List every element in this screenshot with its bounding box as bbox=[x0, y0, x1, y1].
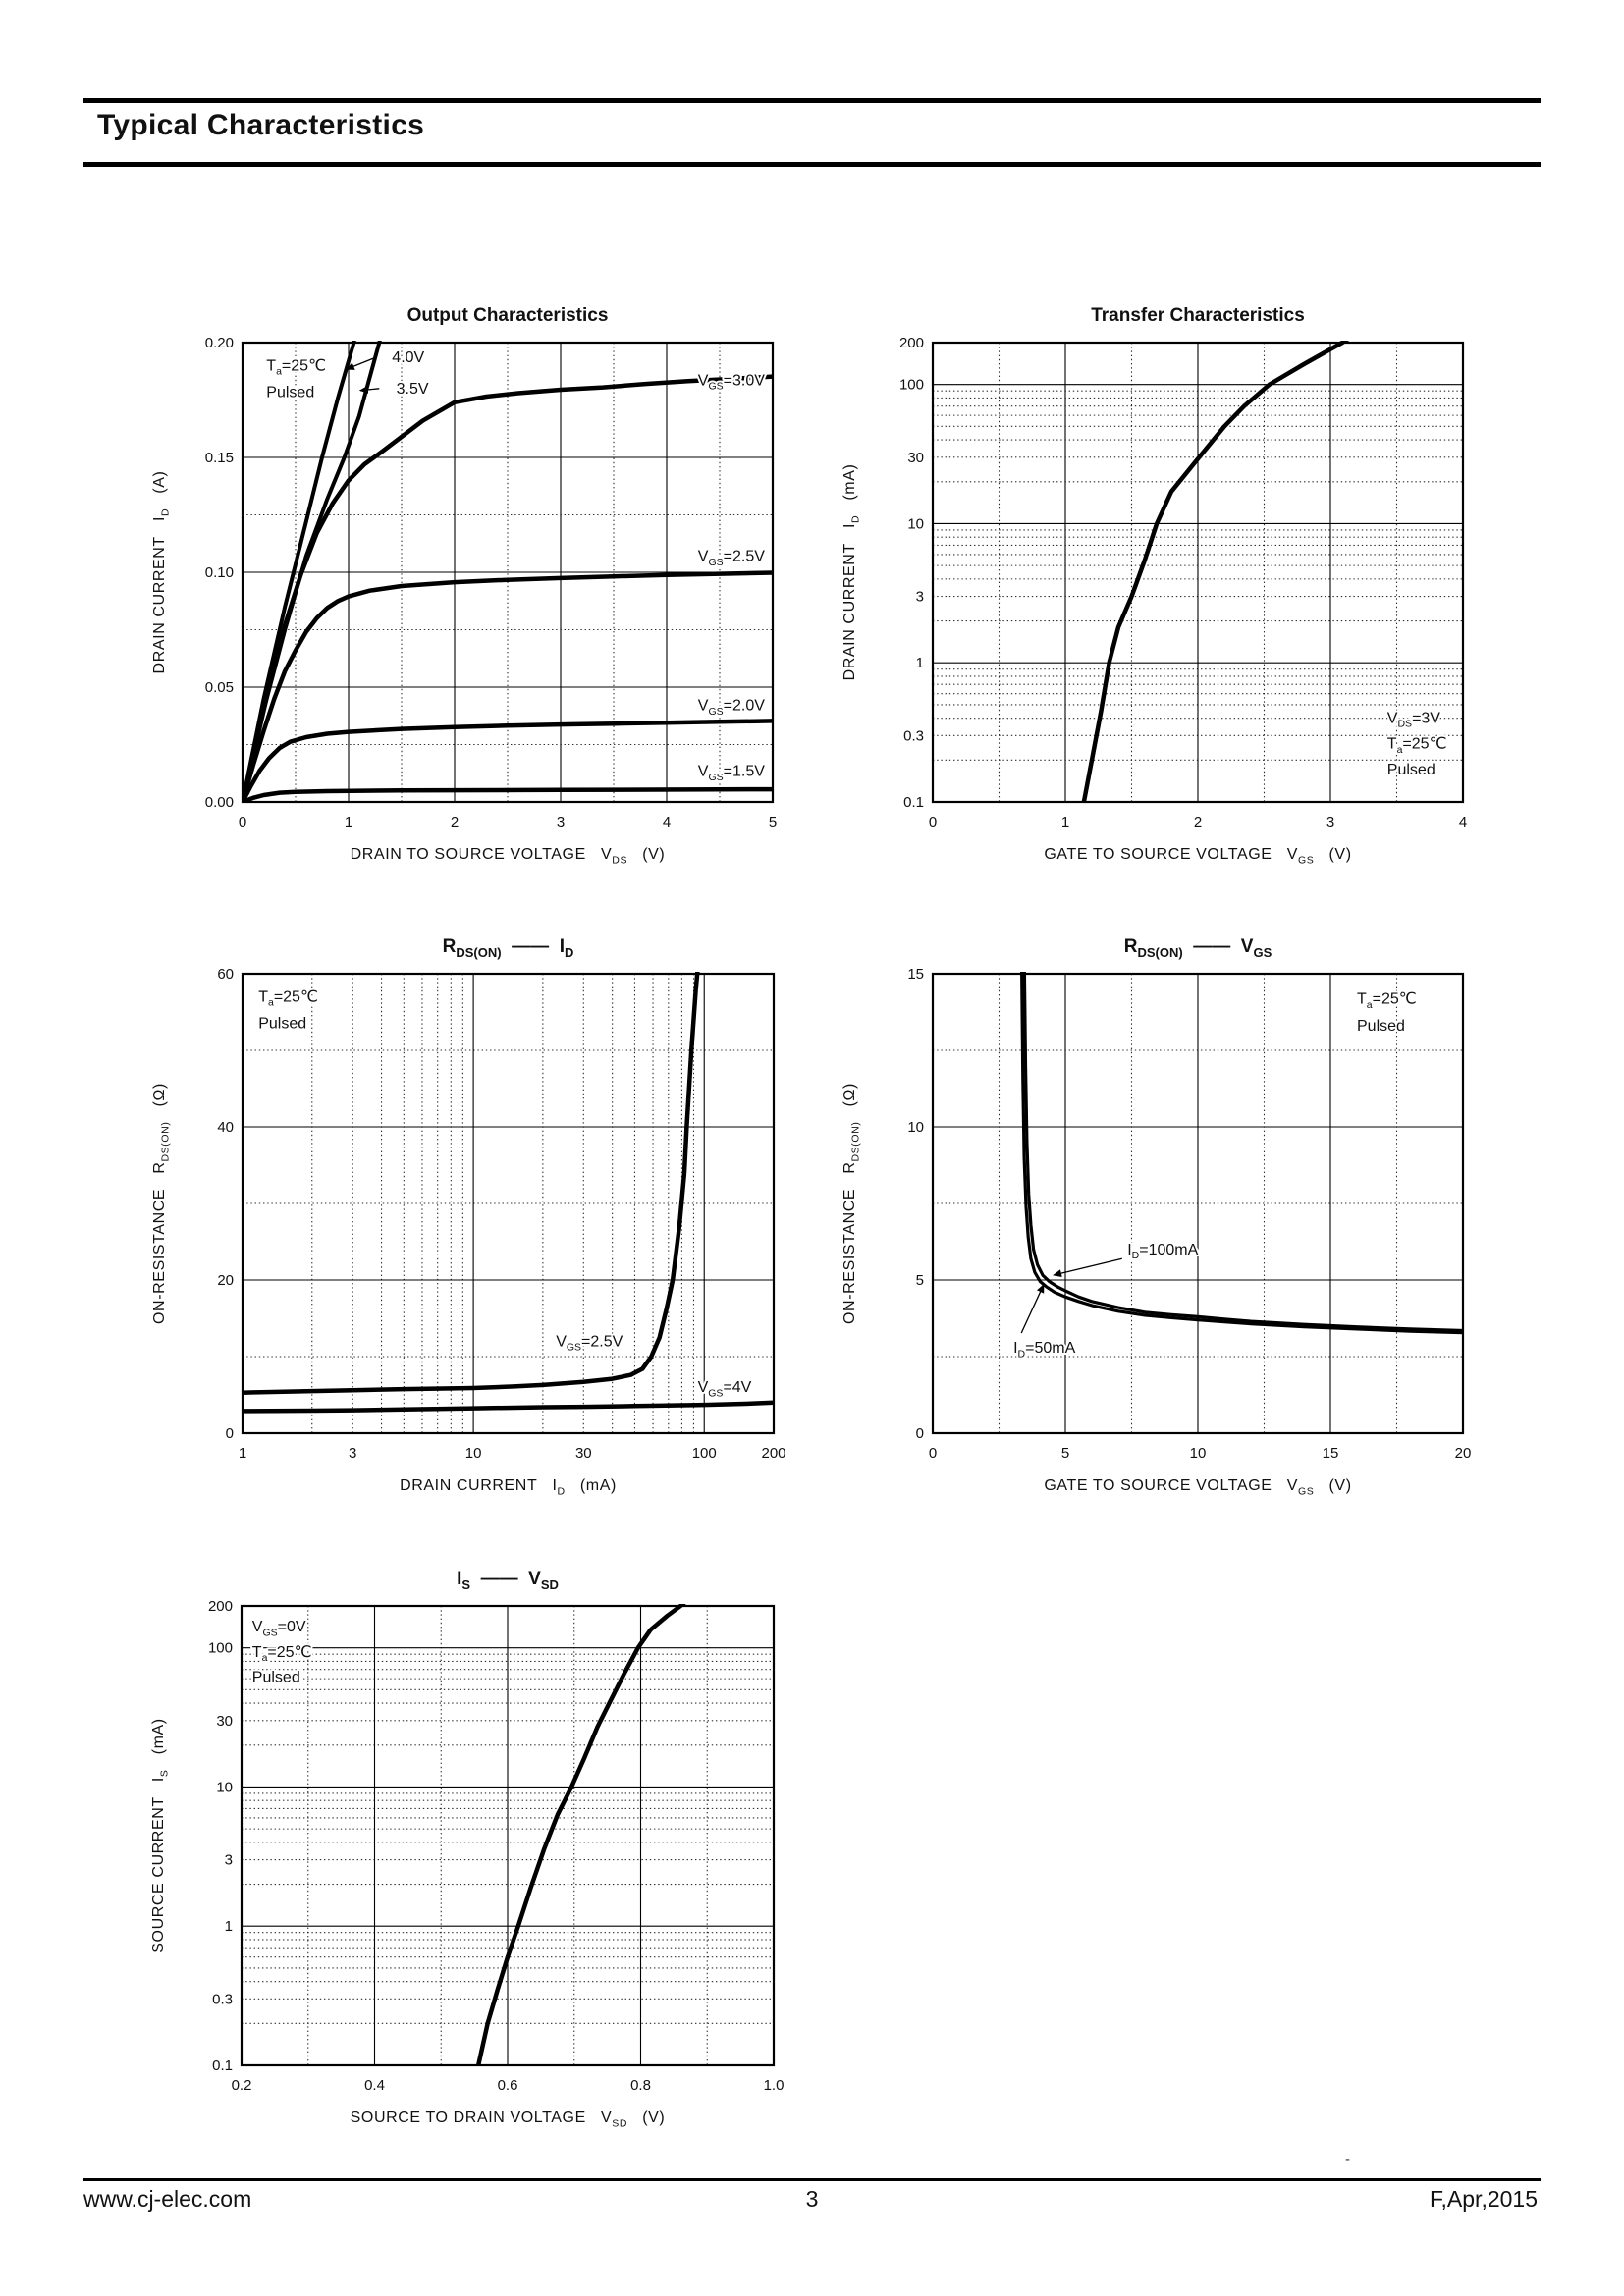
footer-website: www.cj-elec.com bbox=[83, 2186, 252, 2212]
svg-text:ON-RESISTANCE RDS(ON) (Ω): ON-RESISTANCE $R_{DS(ON)}$ (Ω) bbox=[151, 1083, 172, 1324]
svg-text:0.3: 0.3 bbox=[212, 1991, 233, 2008]
svg-text:VGS=4V: $V_{GS}=4V$ bbox=[697, 1379, 752, 1400]
footer-page-number: 3 bbox=[805, 2186, 819, 2212]
svg-text:3.5V: 3.5V bbox=[396, 380, 429, 398]
svg-text:1: 1 bbox=[915, 655, 924, 672]
svg-text:0.1: 0.1 bbox=[212, 2057, 233, 2074]
svg-text:3: 3 bbox=[556, 814, 566, 830]
svg-text:VGS=2.5V: $V_{GS}=2.5V$ bbox=[697, 548, 765, 568]
svg-text:20: 20 bbox=[1454, 1445, 1472, 1462]
svg-text:5: 5 bbox=[1060, 1445, 1070, 1462]
stray-mark: - bbox=[1345, 2151, 1350, 2167]
svg-text:DRAIN CURRENT ID (mA): DRAIN CURRENT $I_D$ (mA) bbox=[400, 1477, 617, 1498]
svg-text:VGS=0V: $V_{GS}=0V$ bbox=[251, 1619, 306, 1639]
svg-text:1: 1 bbox=[238, 1445, 247, 1462]
svg-text:3: 3 bbox=[349, 1445, 357, 1462]
svg-text:GATE TO SOURCE VOLTAGE VGS: GATE TO SOURCE VOLTAGE $V_{GS}$ (V) bbox=[1044, 846, 1352, 867]
svg-text:10: 10 bbox=[907, 1119, 924, 1136]
svg-text:0.20: 0.20 bbox=[204, 335, 234, 351]
svg-text:RDS(ON) —— ID: $R_{DS(ON)}$ —— $I_D$ bbox=[442, 936, 574, 961]
svg-text:1: 1 bbox=[224, 1918, 233, 1936]
svg-text:IS —— VSD: $I_S$ —— $V_{SD}$ bbox=[457, 1569, 559, 1593]
svg-text:GATE TO SOURCE VOLTAGE VGS: GATE TO SOURCE VOLTAGE $V_{GS}$ (V) bbox=[1044, 1477, 1352, 1498]
svg-text:4: 4 bbox=[662, 814, 672, 830]
svg-text:4: 4 bbox=[1458, 814, 1468, 830]
svg-text:10: 10 bbox=[464, 1445, 482, 1462]
svg-text:0: 0 bbox=[928, 1445, 938, 1462]
svg-text:Ta=25℃: $T_a=25℃$ bbox=[258, 988, 318, 1009]
svg-text:3: 3 bbox=[915, 588, 924, 606]
svg-text:0.10: 0.10 bbox=[204, 564, 234, 581]
svg-text:ID=100mA: $I_D=100mA$ bbox=[1127, 1241, 1199, 1262]
svg-text:0.15: 0.15 bbox=[204, 450, 234, 466]
footer-rule bbox=[83, 2178, 1541, 2181]
svg-text:Pulsed: Pulsed bbox=[1386, 762, 1435, 779]
svg-text:15: 15 bbox=[1322, 1445, 1339, 1462]
svg-text:RDS(ON) —— VGS: $R_{DS(ON)}$ —— $V_{GS}$ bbox=[1123, 936, 1272, 961]
svg-text:0: 0 bbox=[238, 814, 247, 830]
svg-text:2: 2 bbox=[1193, 814, 1203, 830]
svg-text:VGS=2.0V: $V_{GS}=2.0V$ bbox=[697, 697, 765, 718]
svg-text:30: 30 bbox=[216, 1712, 233, 1730]
svg-text:30: 30 bbox=[574, 1445, 592, 1462]
footer-date: F,Apr,2015 bbox=[1430, 2186, 1538, 2212]
svg-text:0.8: 0.8 bbox=[630, 2077, 651, 2094]
svg-text:DRAIN CURRENT ID (mA): DRAIN CURRENT $I_D$ (mA) bbox=[841, 463, 862, 681]
svg-text:1.0: 1.0 bbox=[763, 2077, 785, 2094]
svg-text:10: 10 bbox=[1189, 1445, 1207, 1462]
svg-text:DRAIN TO SOURCE VOLTAGE VDS: DRAIN TO SOURCE VOLTAGE $V_{DS}$ (V) bbox=[350, 846, 666, 867]
svg-text:30: 30 bbox=[907, 449, 924, 466]
svg-text:SOURCE TO DRAIN VOLTAGE VSD: SOURCE TO DRAIN VOLTAGE $V_{SD}$ (V) bbox=[350, 2109, 666, 2130]
svg-text:1: 1 bbox=[344, 814, 353, 830]
chart-rdson-vs-id bbox=[71, 903, 818, 1559]
svg-text:200: 200 bbox=[207, 1598, 233, 1615]
svg-text:2: 2 bbox=[450, 814, 460, 830]
svg-text:20: 20 bbox=[217, 1272, 234, 1289]
svg-text:0.4: 0.4 bbox=[364, 2077, 385, 2094]
svg-text:100: 100 bbox=[207, 1639, 233, 1657]
svg-text:3: 3 bbox=[1326, 814, 1335, 830]
svg-text:0.1: 0.1 bbox=[903, 794, 924, 811]
header-rule-bottom bbox=[83, 162, 1541, 167]
header-rule-top bbox=[83, 98, 1541, 103]
svg-text:5: 5 bbox=[768, 814, 778, 830]
svg-text:Pulsed: Pulsed bbox=[251, 1669, 300, 1686]
svg-text:Pulsed: Pulsed bbox=[1357, 1017, 1405, 1035]
svg-text:Pulsed: Pulsed bbox=[258, 1015, 307, 1033]
svg-text:0: 0 bbox=[915, 1425, 924, 1442]
svg-text:Transfer Characteristics: Transfer Characteristics bbox=[1091, 305, 1305, 326]
svg-text:100: 100 bbox=[691, 1445, 717, 1462]
svg-text:Ta=25℃: $T_a=25℃$ bbox=[266, 357, 327, 378]
chart-output-characteristics bbox=[71, 272, 820, 928]
svg-text:0: 0 bbox=[225, 1425, 234, 1442]
svg-text:VGS=3.0V: $V_{GS}=3.0V$ bbox=[697, 372, 765, 393]
svg-text:3: 3 bbox=[224, 1851, 233, 1869]
svg-text:15: 15 bbox=[907, 966, 924, 983]
chart-rdson-vs-vgs bbox=[761, 903, 1507, 1559]
svg-text:Ta=25℃: $T_a=25℃$ bbox=[1386, 735, 1447, 756]
svg-text:Pulsed: Pulsed bbox=[266, 384, 315, 401]
svg-text:200: 200 bbox=[761, 1445, 786, 1462]
svg-text:10: 10 bbox=[216, 1779, 233, 1796]
svg-text:VGS=1.5V: $V_{GS}=1.5V$ bbox=[697, 763, 765, 783]
svg-text:0: 0 bbox=[928, 814, 938, 830]
svg-text:ID=50mA: $I_D=50mA$ bbox=[1013, 1340, 1076, 1361]
svg-text:Ta=25℃: $T_a=25℃$ bbox=[251, 1643, 312, 1665]
chart-transfer-characteristics bbox=[761, 272, 1507, 928]
svg-text:100: 100 bbox=[898, 376, 924, 394]
svg-text:40: 40 bbox=[217, 1119, 234, 1136]
svg-text:0.6: 0.6 bbox=[497, 2077, 518, 2094]
page-title: Typical Characteristics bbox=[97, 109, 425, 141]
svg-text:Output Characteristics: Output Characteristics bbox=[406, 305, 609, 326]
svg-text:0.2: 0.2 bbox=[231, 2077, 252, 2094]
chart-is-vs-vsd bbox=[70, 1535, 818, 2191]
svg-text:ON-RESISTANCE RDS(ON) (Ω): ON-RESISTANCE $R_{DS(ON)}$ (Ω) bbox=[841, 1083, 862, 1324]
svg-text:SOURCE CURRENT IS (mA): SOURCE CURRENT $I_S$ (mA) bbox=[150, 1718, 171, 1953]
svg-text:VGS=2.5V: $V_{GS}=2.5V$ bbox=[556, 1333, 623, 1354]
svg-text:0.05: 0.05 bbox=[204, 679, 234, 696]
svg-text:0.00: 0.00 bbox=[204, 794, 234, 811]
svg-text:10: 10 bbox=[907, 515, 924, 533]
svg-text:Ta=25℃: $T_a=25℃$ bbox=[1357, 990, 1417, 1011]
svg-text:60: 60 bbox=[217, 966, 234, 983]
svg-text:1: 1 bbox=[1060, 814, 1070, 830]
svg-text:5: 5 bbox=[915, 1272, 924, 1289]
svg-text:VDS=3V: $V_{DS}=3V$ bbox=[1386, 710, 1440, 730]
svg-text:200: 200 bbox=[898, 335, 924, 351]
svg-text:DRAIN CURRENT ID (A): DRAIN CURRENT $I_D$ (A) bbox=[151, 470, 172, 674]
svg-text:4.0V: 4.0V bbox=[392, 349, 425, 366]
svg-text:0.3: 0.3 bbox=[903, 727, 924, 745]
